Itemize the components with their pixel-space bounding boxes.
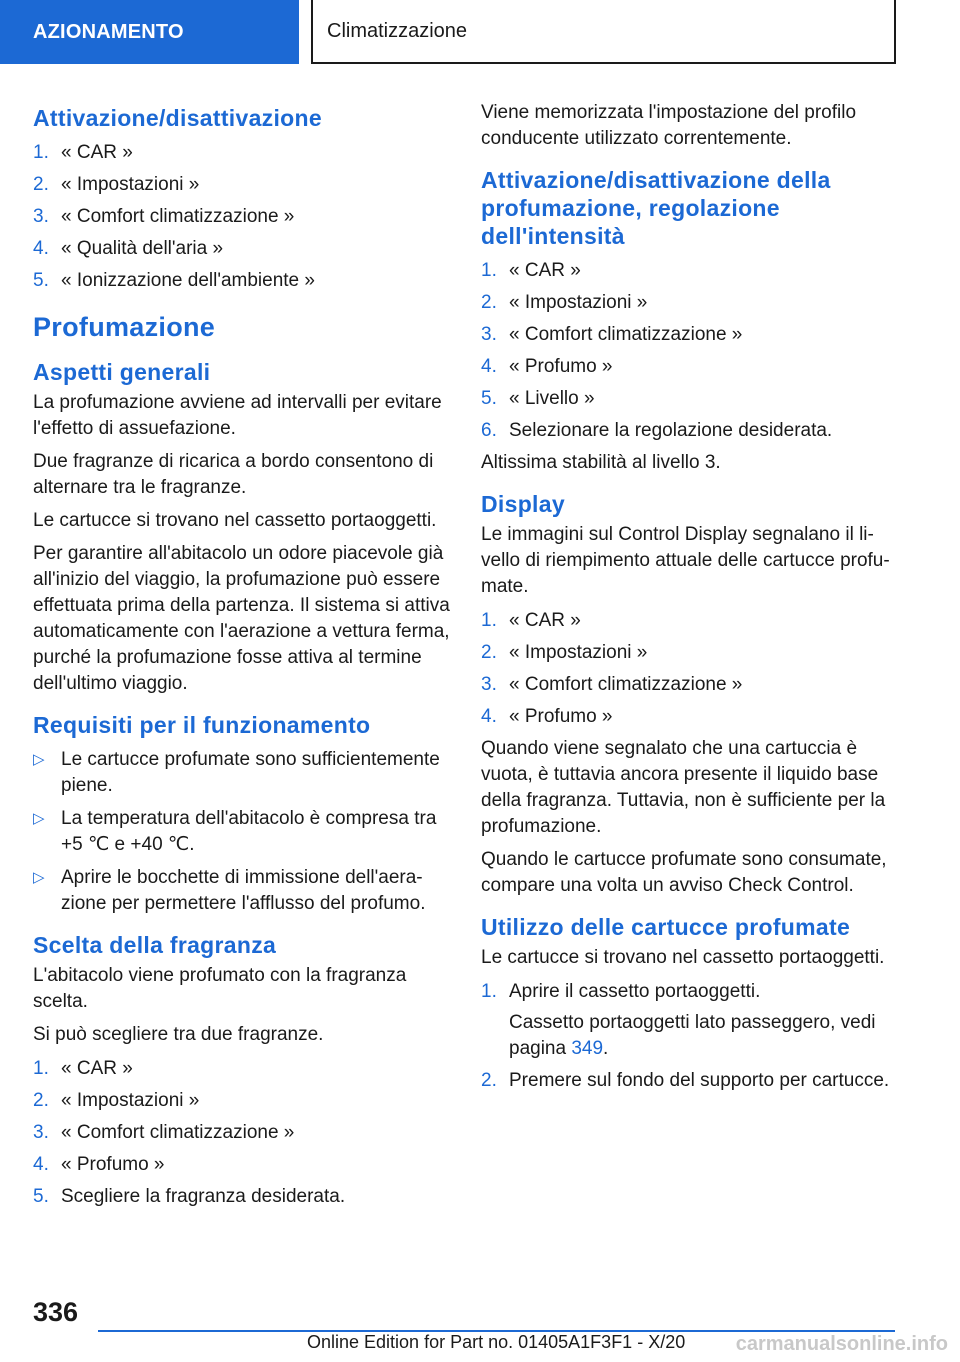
page-number: 336 <box>33 1297 79 1327</box>
step-text: Aprire il cassetto portaoggetti. <box>509 981 761 1002</box>
steps-attivazione <box>33 140 451 294</box>
step-item <box>481 672 901 698</box>
step-number: 1. <box>481 260 497 281</box>
step-item <box>481 290 901 316</box>
step-text: « Comfort climatizzazione » <box>509 674 743 695</box>
bullet-text: Aprire le bocchette di immissione dell'aerazione per permettere l'afflusso del profumo. <box>61 867 426 914</box>
step-item <box>481 979 901 1062</box>
step-number: 5. <box>481 388 497 409</box>
step-number: 1. <box>481 981 497 1002</box>
paragraph: Le cartucce si trovano nel cassetto portaoggetti. <box>481 947 885 968</box>
chapter-tab: Climatizzazione <box>311 0 896 64</box>
step-text: Premere sul fondo del supporto per cartucce. <box>509 1070 890 1091</box>
step-item <box>33 172 451 198</box>
step-text: « Ionizzazione dell'ambiente » <box>61 270 315 291</box>
bullet-item <box>33 806 451 858</box>
steps-display <box>481 608 901 730</box>
page-header <box>0 0 960 66</box>
step-text: Selezionare la regolazione desiderata. <box>509 420 833 441</box>
paragraph: Viene memorizzata l'impostazione del profilo conducente utilizzato correntemente. <box>481 102 857 149</box>
step-text: Scegliere la fragranza desiderata. <box>61 1186 346 1207</box>
step-text: « Impostazioni » <box>509 642 648 663</box>
step-text: « Livello » <box>509 388 595 409</box>
bullet-item <box>33 865 451 917</box>
step-item <box>33 1056 451 1082</box>
step-number: 1. <box>33 1058 49 1079</box>
paragraph: Le immagini sul Control Display segnalano il livello di riempimento attuale delle cartucce profumate. <box>481 524 890 597</box>
subtext-suffix: . <box>603 1038 609 1059</box>
watermark: carmanualsonline.info <box>732 1333 952 1356</box>
step-number: 2. <box>481 292 497 313</box>
section-tab: AZIONAMENTO <box>0 0 299 64</box>
step-number: 1. <box>481 610 497 631</box>
step-text: « Comfort climatizzazione » <box>61 206 295 227</box>
heading-intensita: Attivazione/disattivazione della profumazione, regolazione dell'intensità <box>481 167 831 249</box>
heading-scelta-fragranza: Scelta della fragranza <box>33 932 277 958</box>
paragraph: L'abitacolo viene profumato con la fragranza scelta. <box>33 965 407 1012</box>
paragraph: La profumazione avviene ad intervalli per evitare l'effetto di assuefazione. <box>33 392 442 439</box>
step-text: « CAR » <box>61 1058 133 1079</box>
paragraph: Quando viene segnalato che una cartuccia è vuota, è tuttavia ancora presente il liquido base della fragranza. Tuttavia, non è sufficiente per la profumazione. <box>481 738 886 837</box>
paragraph: Due fragranze di ricarica a bordo consentono di alternare tra le fragranze. <box>33 451 434 498</box>
step-item <box>481 608 901 634</box>
triangle-bullet-icon: ▷ <box>33 810 45 827</box>
paragraph: Si può scegliere tra due fragranze. <box>33 1024 324 1045</box>
steps-intensita <box>481 258 901 444</box>
step-number: 3. <box>481 674 497 695</box>
step-text: « Qualità dell'aria » <box>61 238 224 259</box>
step-number: 5. <box>33 1186 49 1207</box>
step-text: « Impostazioni » <box>61 174 200 195</box>
subtext-prefix: Cassetto portaoggetti lato passeggero, vedi pagina <box>509 1012 876 1059</box>
step-number: 2. <box>481 642 497 663</box>
bullet-text: Le cartucce profumate sono sufficientemente piene. <box>61 749 440 796</box>
heading-requisiti: Requisiti per il funzionamento <box>33 712 371 738</box>
step-text: « Impostazioni » <box>509 292 648 313</box>
step-item <box>33 140 451 166</box>
step-subtext <box>509 1010 901 1062</box>
paragraph: Per garantire all'abitacolo un odore piacevole già all'inizio del viaggio, la profumazione può essere effettuata prima della partenza. Il sistema si attiva automaticamente con l'aerazione a vettura ferma, purché la profumazione fosse attiva al termine dell'ultimo viaggio. <box>33 543 450 694</box>
step-item <box>481 354 901 380</box>
step-number: 4. <box>481 356 497 377</box>
step-text: « Profumo » <box>509 356 613 377</box>
step-number: 2. <box>33 174 49 195</box>
step-item <box>481 418 901 444</box>
step-item <box>481 1068 901 1094</box>
step-number: 3. <box>33 206 49 227</box>
step-text: « CAR » <box>61 142 133 163</box>
step-text: « Comfort climatizzazione » <box>61 1122 295 1143</box>
paragraph: Le cartucce si trovano nel cassetto portaoggetti. <box>33 510 437 531</box>
step-item <box>481 640 901 666</box>
step-item <box>33 268 451 294</box>
heading-aspetti-generali: Aspetti generali <box>33 359 211 385</box>
step-number: 1. <box>33 142 49 163</box>
step-item <box>33 236 451 262</box>
step-number: 3. <box>481 324 497 345</box>
requisiti-list <box>33 747 451 917</box>
heading-attivazione: Attivazione/disattivazione <box>33 105 322 131</box>
step-text: « Comfort climatizzazione » <box>509 324 743 345</box>
steps-utilizzo <box>481 979 901 1094</box>
step-item <box>481 704 901 730</box>
step-number: 3. <box>33 1122 49 1143</box>
step-item <box>33 1088 451 1114</box>
step-text: « CAR » <box>509 260 581 281</box>
heading-profumazione: Profumazione <box>33 312 216 342</box>
paragraph: Quando le cartucce profumate sono consumate, compare una volta un avviso Check Control. <box>481 849 887 896</box>
step-number: 4. <box>33 1154 49 1175</box>
paragraph: Altissima stabilità al livello 3. <box>481 452 721 473</box>
step-item <box>481 258 901 284</box>
step-number: 4. <box>481 706 497 727</box>
step-number: 2. <box>481 1070 497 1091</box>
step-number: 4. <box>33 238 49 259</box>
step-text: « Impostazioni » <box>61 1090 200 1111</box>
step-item <box>33 1184 451 1210</box>
step-number: 6. <box>481 420 497 441</box>
heading-display: Display <box>481 491 565 517</box>
triangle-bullet-icon: ▷ <box>33 869 45 886</box>
bullet-text: La temperatura dell'abitacolo è compresa tra +5 ℃ e +40 ℃. <box>61 808 437 855</box>
step-number: 2. <box>33 1090 49 1111</box>
step-text: « Profumo » <box>61 1154 165 1175</box>
steps-scelta <box>33 1056 451 1210</box>
right-column <box>481 100 901 1100</box>
step-item <box>33 1152 451 1178</box>
step-text: « CAR » <box>509 610 581 631</box>
step-item <box>33 204 451 230</box>
triangle-bullet-icon: ▷ <box>33 751 45 768</box>
step-item <box>33 1120 451 1146</box>
bullet-item <box>33 747 451 799</box>
step-number: 5. <box>33 270 49 291</box>
page-reference-link[interactable]: 349 <box>571 1038 604 1059</box>
edition-text: Online Edition for Part no. 01405A1F3F1 - X/20 <box>307 1332 686 1352</box>
step-item <box>481 322 901 348</box>
step-item <box>481 386 901 412</box>
step-text: « Profumo » <box>509 706 613 727</box>
left-column <box>33 100 451 1216</box>
heading-utilizzo: Utilizzo delle cartucce profumate <box>481 914 851 940</box>
